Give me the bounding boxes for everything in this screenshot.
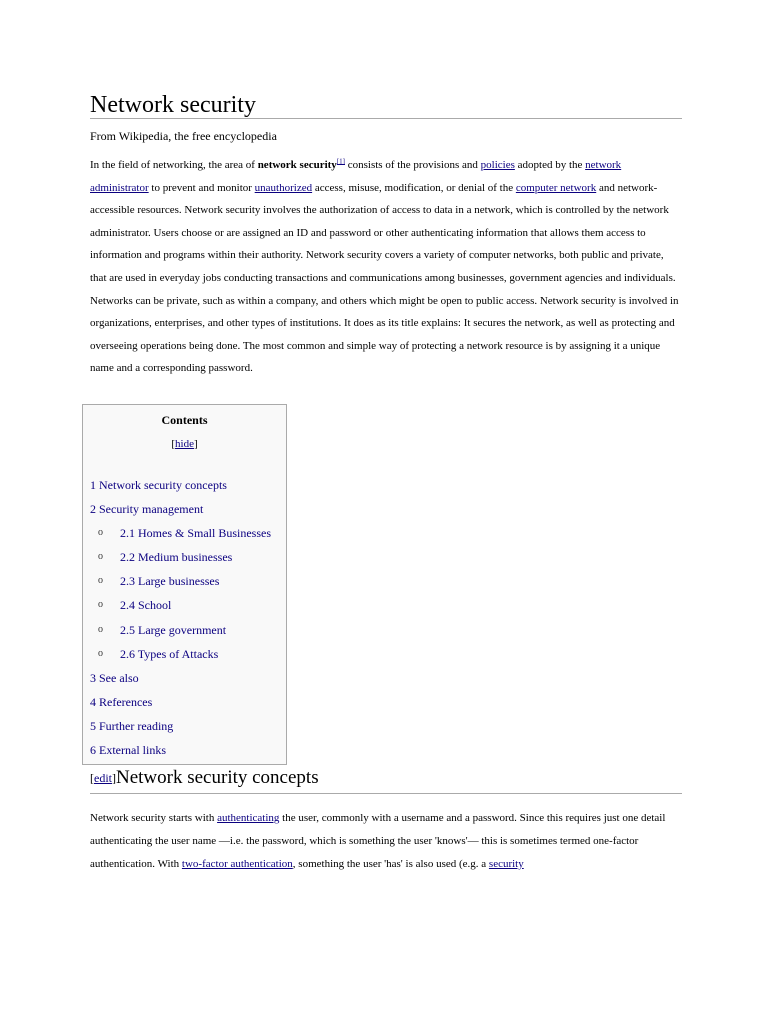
toc-item-network-security-concepts[interactable] bbox=[83, 476, 286, 500]
toc-item-label[interactable]: 2.1 Homes & Small Businesses bbox=[120, 526, 272, 541]
toc-hide-bracket-open: [ bbox=[171, 438, 176, 450]
toc-item-types-of-attacks[interactable] bbox=[83, 645, 286, 669]
page-title: Network security bbox=[90, 90, 682, 119]
intro-text-4: to prevent and monitor bbox=[148, 181, 255, 194]
intro-paragraph bbox=[90, 154, 682, 380]
toc-item-see-also[interactable] bbox=[83, 669, 286, 693]
toc-item-school[interactable] bbox=[83, 596, 286, 620]
toc-bullet-icon: o bbox=[98, 647, 103, 659]
toc-item-label[interactable]: 2.4 School bbox=[120, 598, 172, 613]
toc-title: Contents bbox=[161, 413, 208, 427]
table-of-contents bbox=[82, 404, 287, 765]
toc-bullet-icon: o bbox=[98, 623, 103, 635]
link-authenticating[interactable]: authenticating bbox=[217, 812, 280, 824]
toc-bullet-icon: o bbox=[98, 575, 103, 587]
toc-item-external-links[interactable] bbox=[83, 741, 286, 765]
toc-item-large-government[interactable] bbox=[83, 621, 286, 645]
toc-item-label[interactable]: 2.3 Large businesses bbox=[120, 574, 220, 589]
edit-link[interactable]: edit bbox=[94, 771, 112, 785]
toc-item-label[interactable]: 2.6 Types of Attacks bbox=[120, 646, 219, 661]
intro-text-2: consists of the provisions and bbox=[344, 159, 481, 171]
toc-item-label[interactable]: 1 Network security concepts bbox=[90, 478, 227, 492]
intro-text-3: adopted by the bbox=[514, 159, 586, 171]
link-computer-network[interactable]: computer network bbox=[515, 181, 597, 194]
toc-item-large-businesses[interactable] bbox=[83, 572, 286, 596]
toc-item-homes-small-businesses[interactable] bbox=[83, 524, 286, 548]
toc-item-label[interactable]: 2.5 Large government bbox=[120, 622, 227, 637]
intro-bold-term: network security bbox=[257, 159, 337, 171]
toc-item-security-management[interactable] bbox=[83, 500, 286, 524]
edit-control bbox=[90, 771, 116, 785]
section-heading-text: Network security concepts bbox=[116, 767, 319, 788]
toc-item-label[interactable]: 5 Further reading bbox=[90, 718, 174, 733]
link-two-factor-authentication[interactable]: two-factor authentication bbox=[181, 857, 293, 870]
edit-bracket-open: [ bbox=[90, 771, 94, 785]
toc-bullet-icon: o bbox=[98, 599, 103, 611]
link-policies[interactable]: policies bbox=[480, 159, 515, 171]
toc-item-references[interactable] bbox=[83, 693, 286, 717]
toc-item-further-reading[interactable] bbox=[83, 717, 286, 741]
section-text-3: , something the user 'has' is also used (e.g. a bbox=[292, 857, 489, 870]
page-subtitle: From Wikipedia, the free encyclopedia bbox=[90, 129, 277, 143]
toc-bullet-icon: o bbox=[98, 527, 103, 539]
toc-hide-bracket-close: ] bbox=[193, 438, 198, 450]
toc-item-label[interactable]: 3 See also bbox=[90, 670, 139, 685]
reference-link-1[interactable]: [1] bbox=[336, 157, 345, 166]
section-text-1: Network security starts with bbox=[90, 812, 218, 824]
toc-item-label[interactable]: 2.2 Medium businesses bbox=[120, 550, 233, 565]
toc-bullet-icon: o bbox=[98, 551, 103, 563]
link-unauthorized[interactable]: unauthorized bbox=[254, 181, 313, 194]
intro-text-5: access, misuse, modification, or denial of the bbox=[312, 181, 516, 194]
toc-list bbox=[83, 476, 286, 765]
section-paragraph bbox=[90, 807, 682, 875]
section-text-2: the user, commonly with a username and a password. Since this requires just one detail authenticating the user name —i.e. the password, which is something the user 'knows'— this is sometimes termed one-factor authentication. With bbox=[90, 812, 666, 870]
toc-item-medium-businesses[interactable] bbox=[83, 548, 286, 572]
link-security[interactable]: security bbox=[488, 857, 524, 870]
edit-bracket-close: ] bbox=[112, 771, 116, 785]
toc-item-label[interactable]: 6 External links bbox=[90, 743, 166, 758]
intro-text-6: and network-accessible resources. Network security involves the authorization of access to data in a network, which is controlled by the network administrator. Users choose or are assigned an ID and password or other authenticating information that allows them access to information and programs within their authority. Network security covers a variety of computer networks, both public and private, that are used in everyday jobs conducting transactions and communications among businesses, government agencies and individuals. Networks can be private, such as within a company, and others which might be open to public access. Network security is involved in organizations, enterprises, and other types of institutions. It does as its title explains: It secures the network, as well as protecting and overseeing operations being done. The most common and simple way of protecting a network resource is by assigning it a unique name and a corresponding password. bbox=[90, 181, 679, 375]
link-network-administrator[interactable]: network administrator bbox=[90, 159, 622, 194]
intro-text-1: In the field of networking, the area of bbox=[90, 159, 258, 171]
toc-item-label[interactable]: 2 Security management bbox=[90, 502, 204, 517]
section-heading bbox=[90, 767, 682, 794]
toc-hide-control bbox=[83, 438, 286, 450]
toc-item-label[interactable]: 4 References bbox=[90, 694, 153, 709]
toc-hide-button[interactable]: hide bbox=[175, 438, 194, 450]
